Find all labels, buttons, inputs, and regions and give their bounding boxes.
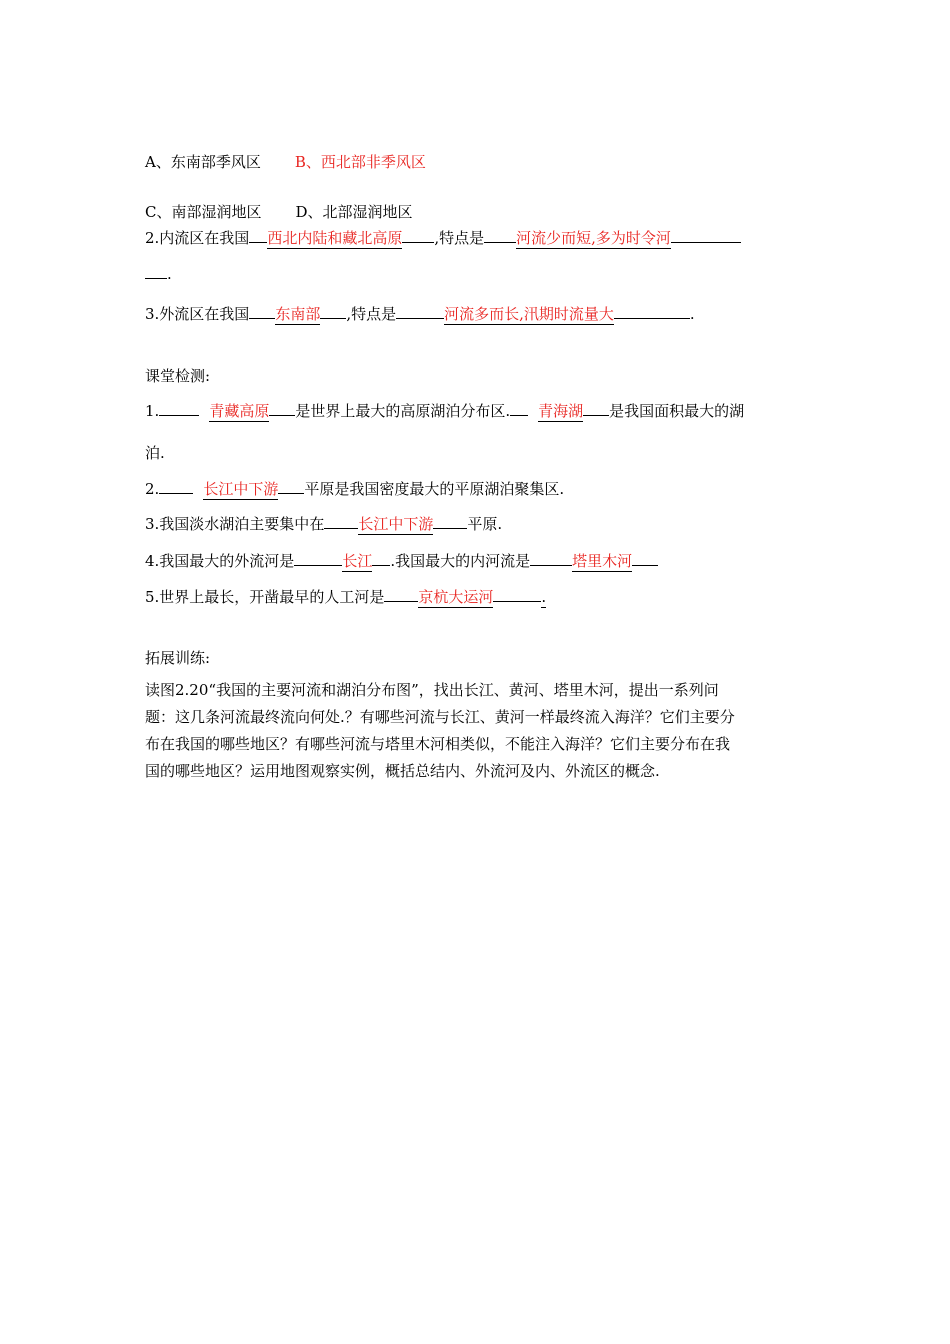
check-q4-text: .我国最大的内河流是 [390,552,531,570]
q3-answer-2: 河流多而长,汛期时流量大 [444,305,614,323]
check-q2-text: 平原是我国密度最大的平原湖泊聚集区. [304,480,565,498]
extend-line-3: 布在我国的哪些地区？有哪些河流与塔里木河相类似，不能注入海洋？它们主要分布在我 [145,735,731,753]
extend-line-2: 题：这几条河流最终流向何处.？有哪些河流与长江、黄河一样最终流入海洋？它们主要分 [145,708,735,726]
extend-line-1: 读图2.20“我国的主要河流和湖泊分布图”，找出长江、黄河、塔里木河，提出一系列问 [145,681,719,699]
check-q5-end: . [541,588,547,606]
check-question-4 [145,551,658,571]
options-row-ab [145,152,426,172]
check-q3-text: 平原. [467,515,503,533]
options-row-cd [145,202,413,222]
section-heading-check: 课堂检测: [145,367,211,385]
check-q1-text-2: 是我国面积最大的湖 [609,402,745,420]
check-q4-answer-1: 长江 [342,552,373,570]
check-q5-answer: 京杭大运河 [418,588,494,606]
q3-end: . [689,305,695,323]
q3-middle: ,特点是 [346,305,397,323]
check-q2-answer: 长江中下游 [203,480,279,498]
q2-end: . [167,265,172,283]
check-question-5 [145,587,546,607]
option-c: C、南部湿润地区 [145,203,262,221]
check-question-2 [145,479,564,499]
check-question-3 [145,514,502,534]
q3-prefix: 3.外流区在我国 [145,305,250,323]
q3-answer-1: 东南部 [275,305,321,323]
q2-answer-2: 河流少而短,多为时令河 [516,229,671,247]
check-question-1 [145,401,744,421]
extend-line-4: 国的哪些地区？运用地图观察实例，概括总结内、外流河及内、外流区的概念. [145,762,660,780]
q2-answer-1: 西北内陆和藏北高原 [267,229,403,247]
check-q3-prefix: 3.我国淡水湖泊主要集中在 [145,515,325,533]
check-question-1-continued [145,443,165,463]
check-q1-cont: 泊. [145,444,165,462]
extend-paragraph [145,677,810,785]
check-q1-prefix: 1. [145,402,160,420]
check-q2-prefix: 2. [145,480,160,498]
check-q4-answer-2: 塔里木河 [572,552,633,570]
option-b-answer: B、西北部非季风区 [294,153,426,171]
check-q1-text-1: 是世界上最大的高原湖泊分布区. [295,402,511,420]
q2-middle: ,特点是 [434,229,485,247]
question-3 [145,304,695,324]
section-heading-extend: 拓展训练: [145,649,211,667]
question-2 [145,228,741,248]
check-q1-answer-1: 青藏高原 [209,402,270,420]
check-q1-answer-2: 青海湖 [538,402,584,420]
check-q3-answer: 长江中下游 [358,515,434,533]
check-q4-prefix: 4.我国最大的外流河是 [145,552,295,570]
q2-prefix: 2.内流区在我国 [145,229,250,247]
question-2-continued [145,264,172,284]
option-d: D、北部湿润地区 [295,203,413,221]
check-q5-prefix: 5.世界上最长，开凿最早的人工河是 [145,588,385,606]
option-a: A、东南部季风区 [145,153,261,171]
